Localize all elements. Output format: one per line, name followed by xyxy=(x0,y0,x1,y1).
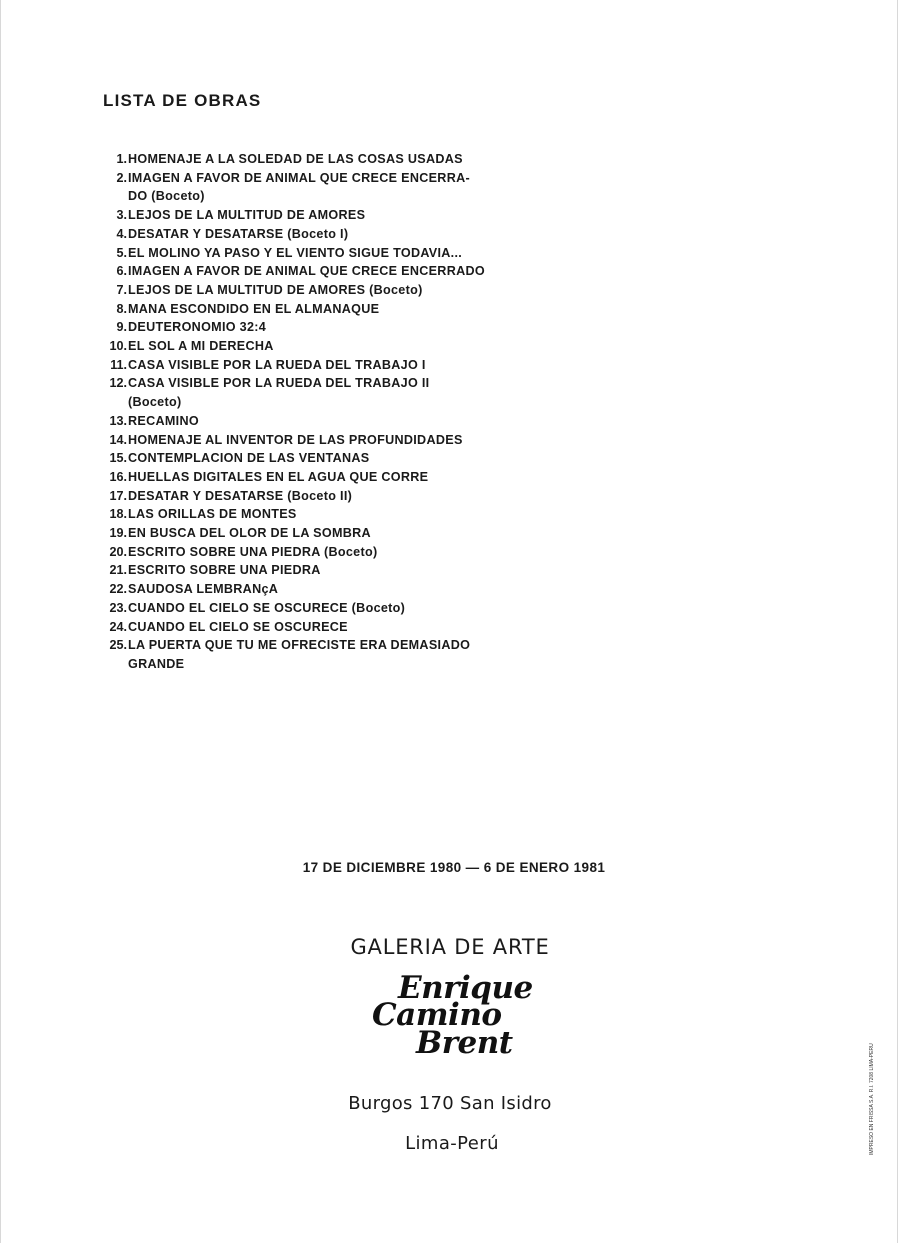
work-number: 9. xyxy=(116,320,127,335)
gallery-logo xyxy=(370,970,540,1065)
work-title: (Boceto) xyxy=(128,395,182,410)
work-number: 15. xyxy=(109,451,127,466)
work-number: 24. xyxy=(109,619,127,634)
work-item xyxy=(103,580,543,599)
work-title: EL MOLINO YA PASO Y EL VIENTO SIGUE TODAVIA... xyxy=(128,245,463,260)
work-item xyxy=(103,337,543,356)
exhibition-dates: 17 DE DICIEMBRE 1980 — 6 DE ENERO 1981 xyxy=(302,860,606,875)
work-title: LA PUERTA QUE TU ME OFRECISTE ERA DEMASIADO xyxy=(128,638,471,653)
work-title: HOMENAJE A LA SOLEDAD DE LAS COSAS USADAS xyxy=(128,152,463,166)
work-title: ESCRITO SOBRE UNA PIEDRA xyxy=(128,563,321,578)
work-item xyxy=(103,225,543,244)
work-item xyxy=(103,468,543,487)
work-number: 8. xyxy=(116,301,127,316)
work-number: 10. xyxy=(109,339,127,354)
work-title: EL SOL A MI DERECHA xyxy=(128,339,274,354)
work-item xyxy=(103,169,543,188)
work-item xyxy=(103,505,543,524)
list-heading: LISTA DE OBRAS xyxy=(103,91,262,110)
work-number: 25. xyxy=(109,638,127,653)
work-item xyxy=(103,244,543,263)
work-item xyxy=(103,655,543,674)
work-title: ESCRITO SOBRE UNA PIEDRA (Boceto) xyxy=(128,544,378,559)
logo-line-2: Camino xyxy=(372,997,502,1033)
work-title: LAS ORILLAS DE MONTES xyxy=(128,507,297,522)
gallery-address: Burgos 170 San Isidro xyxy=(348,1093,552,1114)
work-number: 20. xyxy=(109,544,127,559)
work-item xyxy=(103,300,543,319)
logo-line-3: Brent xyxy=(416,1025,513,1061)
work-number: 12. xyxy=(109,376,127,391)
printer-imprint: IMPRESO EN FRISSA S.A. R.I. 7208 LIMA-PERU xyxy=(869,1043,875,1155)
work-item xyxy=(103,412,543,431)
work-title: SAUDOSA LEMBRANçA xyxy=(128,582,279,597)
work-item xyxy=(103,524,543,543)
work-number: 21. xyxy=(109,563,127,578)
work-number: 18. xyxy=(109,507,127,522)
work-title: CASA VISIBLE POR LA RUEDA DEL TRABAJO I xyxy=(128,357,426,372)
work-title: DESATAR Y DESATARSE (Boceto I) xyxy=(128,226,349,241)
work-title: DEUTERONOMIO 32:4 xyxy=(128,320,267,335)
work-title: CUANDO EL CIELO SE OSCURECE (Boceto) xyxy=(128,600,406,615)
work-number: 13. xyxy=(109,413,127,428)
works-list xyxy=(103,150,543,674)
work-number: 7. xyxy=(116,282,127,297)
work-number: 6. xyxy=(116,264,127,279)
work-item xyxy=(103,374,543,393)
work-number: 4. xyxy=(116,226,127,241)
work-item xyxy=(103,318,543,337)
gallery-city: Lima-Perú xyxy=(405,1133,499,1154)
work-number: 1. xyxy=(116,152,127,166)
work-item xyxy=(103,356,543,375)
work-title: CONTEMPLACION DE LAS VENTANAS xyxy=(128,451,370,466)
work-item xyxy=(103,487,543,506)
work-title: CUANDO EL CIELO SE OSCURECE xyxy=(128,619,348,634)
work-number: 23. xyxy=(109,600,127,615)
work-item xyxy=(103,618,543,637)
work-item xyxy=(103,636,543,655)
work-item xyxy=(103,543,543,562)
work-item xyxy=(103,449,543,468)
work-item xyxy=(103,150,543,169)
work-item xyxy=(103,262,543,281)
work-title: GRANDE xyxy=(128,656,185,671)
work-item xyxy=(103,281,543,300)
work-item xyxy=(103,393,543,412)
work-item xyxy=(103,187,543,206)
work-number: 14. xyxy=(109,432,127,447)
gallery-label: GALERIA DE ARTE xyxy=(350,935,550,959)
work-title: RECAMINO xyxy=(128,413,199,428)
work-number: 17. xyxy=(109,488,127,503)
work-title: IMAGEN A FAVOR DE ANIMAL QUE CRECE ENCERRADO xyxy=(128,264,485,279)
work-item xyxy=(103,599,543,618)
work-title: EN BUSCA DEL OLOR DE LA SOMBRA xyxy=(128,526,371,541)
work-title: CASA VISIBLE POR LA RUEDA DEL TRABAJO II xyxy=(128,376,430,391)
work-title: DO (Boceto) xyxy=(128,189,205,204)
logo-line-1: Enrique xyxy=(398,970,533,1006)
work-title: DESATAR Y DESATARSE (Boceto II) xyxy=(128,488,353,503)
work-number: 16. xyxy=(109,469,127,484)
work-title: HOMENAJE AL INVENTOR DE LAS PROFUNDIDADES xyxy=(128,432,463,447)
work-title: HUELLAS DIGITALES EN EL AGUA QUE CORRE xyxy=(128,469,429,484)
work-number: 19. xyxy=(109,526,127,541)
work-number: 5. xyxy=(116,245,127,260)
work-title: MANA ESCONDIDO EN EL ALMANAQUE xyxy=(128,301,380,316)
work-item xyxy=(103,431,543,450)
work-number: 2. xyxy=(116,170,127,185)
work-item xyxy=(103,561,543,580)
work-title: LEJOS DE LA MULTITUD DE AMORES xyxy=(128,208,366,223)
work-title: IMAGEN A FAVOR DE ANIMAL QUE CRECE ENCERRA- xyxy=(128,170,470,185)
work-number: 22. xyxy=(109,582,127,597)
work-number: 3. xyxy=(116,208,127,223)
work-number: 11. xyxy=(110,357,127,372)
work-title: LEJOS DE LA MULTITUD DE AMORES (Boceto) xyxy=(128,282,423,297)
work-item xyxy=(103,206,543,225)
